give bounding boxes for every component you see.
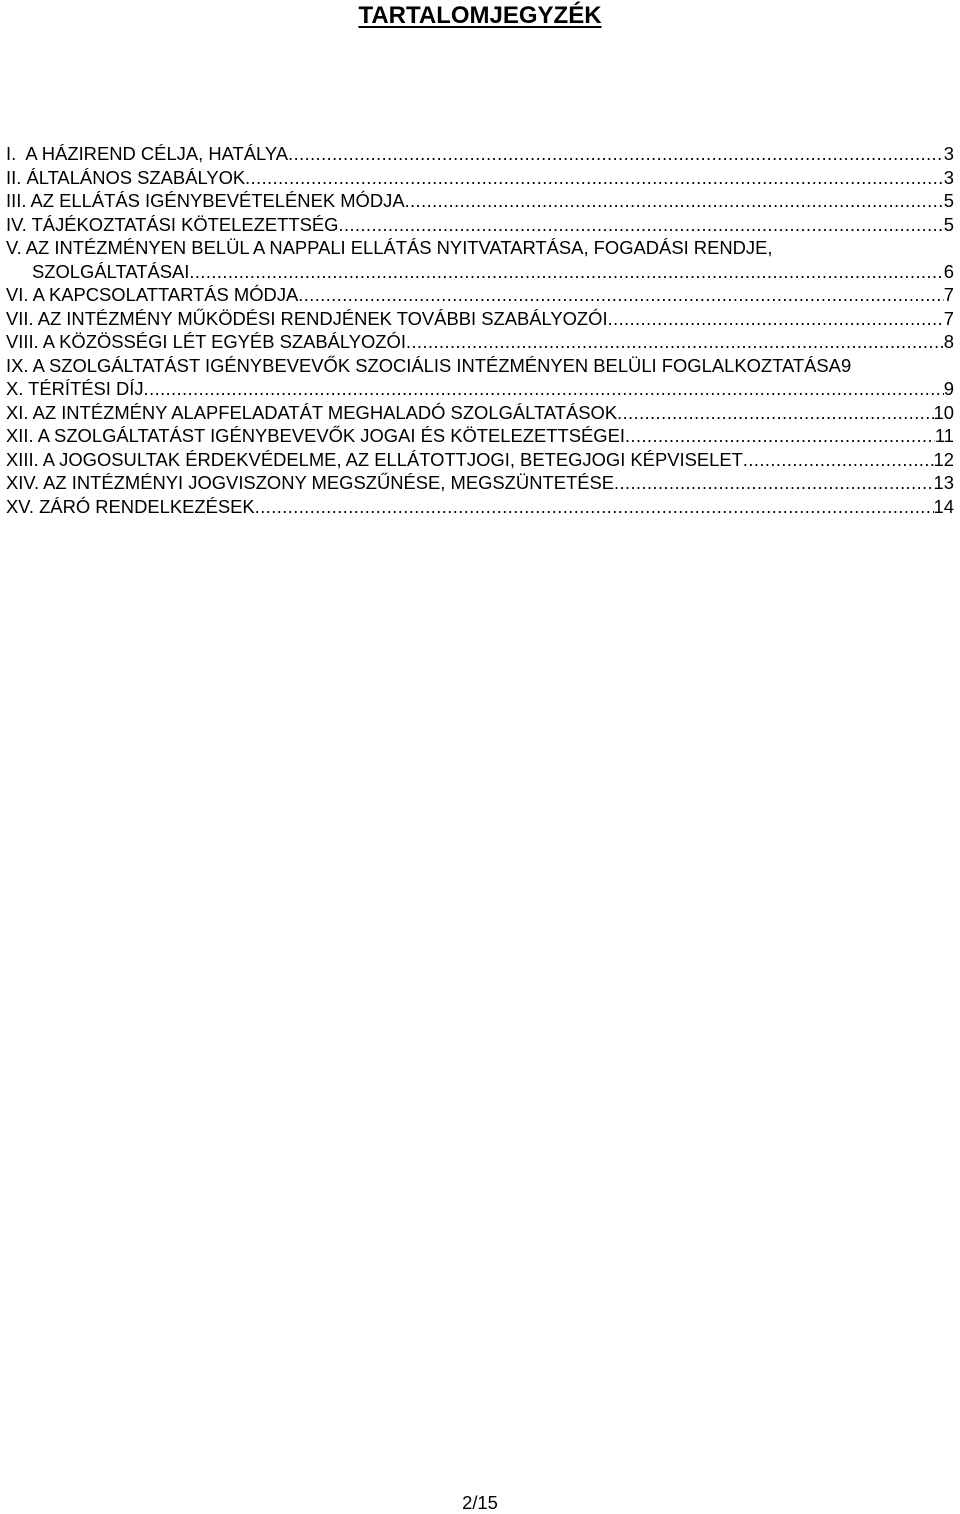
toc-entry-page: 6: [943, 260, 954, 282]
toc-entry-page: 10: [933, 401, 954, 423]
toc-entry-iv[interactable]: [6, 213, 954, 237]
toc-entry-iii[interactable]: [6, 189, 954, 213]
toc-leader-dots: [144, 378, 944, 402]
toc-entry-label: V. AZ INTÉZMÉNYEN BELÜL A NAPPALI ELLÁTÁS NYITVATARTÁSA, FOGADÁSI RENDJE,: [6, 237, 773, 258]
table-of-contents: [6, 142, 954, 518]
toc-entry-page: 11: [934, 425, 954, 446]
page-number-footer: [0, 1492, 960, 1514]
toc-entry-page: 5: [943, 190, 954, 211]
toc-entry-page: 14: [933, 495, 954, 517]
toc-entry-xv[interactable]: [6, 495, 954, 519]
toc-entry-v-continuation[interactable]: [6, 260, 954, 284]
toc-entry-page: 13: [933, 472, 954, 493]
toc-entry-label: VIII. A KÖZÖSSÉGI LÉT EGYÉB SZABÁLYOZÓI: [6, 331, 406, 352]
toc-entry-label: II. ÁLTALÁNOS SZABÁLYOK: [6, 166, 246, 188]
toc-entry-page: 3: [943, 166, 954, 188]
toc-entry-label-continuation: SZOLGÁLTATÁSAI: [32, 260, 190, 282]
toc-entry-page: 7: [943, 284, 954, 305]
toc-entry-page: 9: [943, 378, 954, 399]
page-number: 2/15: [462, 1492, 498, 1513]
toc-entry-x[interactable]: [6, 377, 954, 401]
toc-entry-label: IX. A SZOLGÁLTATÁST IGÉNYBEVEVŐK SZOCIÁLIS INTÉZMÉNYEN BELÜLI FOGLALKOZTATÁSA: [6, 354, 841, 376]
toc-entry-label: VII. AZ INTÉZMÉNY MŰKÖDÉSI RENDJÉNEK TOVÁBBI SZABÁLYOZÓI: [6, 307, 608, 329]
toc-entry-xi[interactable]: [6, 401, 954, 425]
toc-entry-vi[interactable]: [6, 283, 954, 307]
toc-leader-dots: [338, 214, 943, 238]
toc-leader-dots: [406, 331, 944, 355]
toc-entry-xiii[interactable]: [6, 448, 954, 472]
toc-entry-viii[interactable]: [6, 330, 954, 354]
toc-leader-dots: [245, 167, 944, 191]
toc-leader-dots: [288, 143, 944, 167]
toc-leader-dots: [255, 496, 934, 520]
toc-leader-dots: [617, 402, 933, 426]
toc-entry-v[interactable]: [6, 236, 954, 260]
toc-entry-vii[interactable]: [6, 307, 954, 331]
toc-entry-label: VI. A KAPCSOLATTARTÁS MÓDJA: [6, 284, 299, 305]
toc-leader-dots: [405, 190, 944, 214]
toc-leader-dots: [189, 261, 943, 285]
toc-entry-page: 12: [933, 448, 954, 470]
toc-entry-label: X. TÉRÍTÉSI DÍJ: [6, 378, 144, 399]
toc-entry-page: 8: [943, 331, 954, 352]
toc-entry-label: XII. A SZOLGÁLTATÁST IGÉNYBEVEVŐK JOGAI ÉS KÖTELEZETTSÉGEI: [6, 425, 625, 446]
toc-entry-page: 3: [943, 143, 954, 164]
toc-entry-label: XI. AZ INTÉZMÉNY ALAPFELADATÁT MEGHALADÓ SZOLGÁLTATÁSOK: [6, 401, 618, 423]
toc-entry-ix[interactable]: [6, 354, 954, 378]
page-title: [0, 2, 960, 30]
page-title-text: TARTALOMJEGYZÉK: [358, 2, 602, 29]
toc-entry-page: 5: [943, 213, 954, 235]
toc-leader-dots: [298, 284, 943, 308]
toc-entry-page: 7: [943, 307, 954, 329]
toc-entry-ii[interactable]: [6, 166, 954, 190]
toc-leader-dots: [608, 308, 944, 332]
toc-entry-label: XIV. AZ INTÉZMÉNYI JOGVISZONY MEGSZŰNÉSE, MEGSZÜNTETÉSE: [6, 472, 615, 493]
toc-entry-label: III. AZ ELLÁTÁS IGÉNYBEVÉTELÉNEK MÓDJA: [6, 190, 405, 211]
toc-entry-label: XIII. A JOGOSULTAK ÉRDEKVÉDELME, AZ ELLÁTOTTJOGI, BETEGJOGI KÉPVISELET: [6, 448, 743, 470]
toc-leader-dots: [743, 449, 934, 473]
toc-entry-label: IV. TÁJÉKOZTATÁSI KÖTELEZETTSÉG: [6, 213, 339, 235]
toc-entry-page: 9: [840, 354, 852, 376]
toc-leader-dots: [614, 472, 934, 496]
toc-entry-xiv[interactable]: [6, 471, 954, 495]
toc-entry-label: I. A HÁZIREND CÉLJA, HATÁLYA: [6, 143, 289, 164]
toc-leader-dots: [625, 425, 935, 449]
toc-entry-xii[interactable]: [6, 424, 954, 448]
toc-entry-i[interactable]: [6, 142, 954, 166]
toc-entry-label: XV. ZÁRÓ RENDELKEZÉSEK: [6, 495, 255, 517]
